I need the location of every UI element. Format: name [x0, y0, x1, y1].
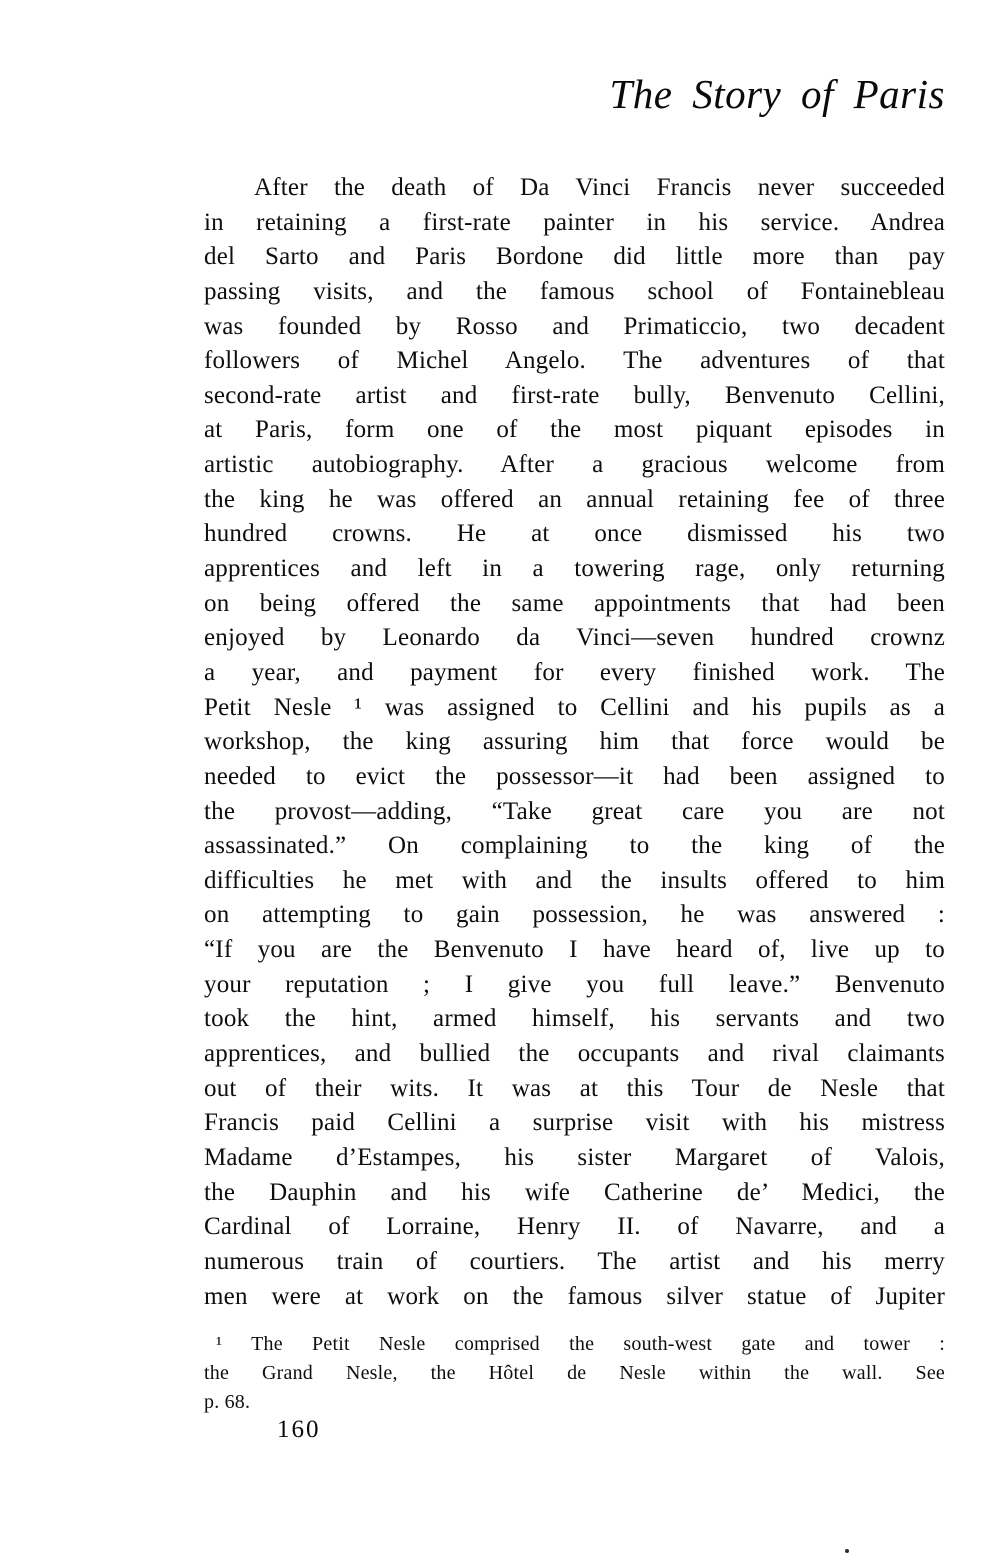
text-line: needed to evict the possessor—it had been assigned to: [204, 762, 945, 790]
text-line: at Paris, form one of the most piquant episodes in: [204, 416, 945, 444]
text-line: p. 68.: [204, 1391, 251, 1413]
text-line: took the hint, armed himself, his servants and two: [204, 1005, 945, 1033]
text-line: Francis paid Cellini a surprise visit with his mistress: [204, 1109, 945, 1137]
text-line: Madame d’Estampes, his sister Margaret of Valois,: [204, 1143, 945, 1171]
text-line: the provost—adding, “Take great care you are not: [204, 797, 945, 825]
text-line: After the death of Da Vinci Francis never succeeded: [254, 174, 945, 201]
text-line: workshop, the king assuring him that force would be: [204, 728, 945, 756]
text-line: assassinated.” On complaining to the king of the: [204, 832, 945, 860]
text-line: passing visits, and the famous school of Fontainebleau: [204, 277, 945, 305]
text-line: apprentices and left in a towering rage, only returning: [204, 555, 945, 583]
text-line: was founded by Rosso and Primaticcio, two decadent: [204, 312, 945, 340]
text-line: your reputation ; I give you full leave.” Benvenuto: [204, 970, 945, 998]
text-line: the Dauphin and his wife Catherine de’ Medici, the: [204, 1178, 945, 1206]
text-line: del Sarto and Paris Bordone did little more than pay: [204, 243, 945, 271]
text-line: “If you are the Benvenuto I have heard of, live up to: [204, 936, 945, 964]
footnote: [204, 1330, 945, 1417]
text-line: men were at work on the famous silver statue of Jupiter: [204, 1282, 945, 1310]
body-text: [204, 171, 945, 1314]
text-line: apprentices, and bullied the occupants and rival claimants: [204, 1040, 945, 1068]
page-number: 160: [277, 1416, 321, 1443]
text-line: second-rate artist and first-rate bully, Benvenuto Cellini,: [204, 381, 945, 409]
text-line: Cardinal of Lorraine, Henry II. of Navarre, and a: [204, 1213, 945, 1241]
text-line: artistic autobiography. After a gracious welcome from: [204, 451, 945, 479]
text-line: on attempting to gain possession, he was answered :: [204, 901, 945, 929]
ink-speck: [845, 1549, 849, 1553]
text-line: numerous train of courtiers. The artist and his merry: [204, 1247, 945, 1275]
text-line: enjoyed by Leonardo da Vinci—seven hundred crownz: [204, 624, 945, 652]
text-line: in retaining a first-rate painter in his service. Andrea: [204, 208, 945, 236]
text-line: a year, and payment for every finished work. The: [204, 658, 945, 686]
text-line: Petit Nesle ¹ was assigned to Cellini and his pupils as a: [204, 693, 945, 721]
text-line: the king he was offered an annual retaining fee of three: [204, 485, 945, 513]
text-line: out of their wits. It was at this Tour de Nesle that: [204, 1074, 945, 1102]
text-line: on being offered the same appointments that had been: [204, 589, 945, 617]
text-line: followers of Michel Angelo. The adventures of that: [204, 347, 945, 375]
text-line: the Grand Nesle, the Hôtel de Nesle within the wall. See: [204, 1362, 945, 1384]
text-line: ¹ The Petit Nesle comprised the south-west gate and tower :: [216, 1333, 945, 1355]
text-line: difficulties he met with and the insults offered to him: [204, 866, 945, 894]
page-header-title: The Story of Paris: [609, 71, 945, 117]
text-line: hundred crowns. He at once dismissed his two: [204, 520, 945, 548]
